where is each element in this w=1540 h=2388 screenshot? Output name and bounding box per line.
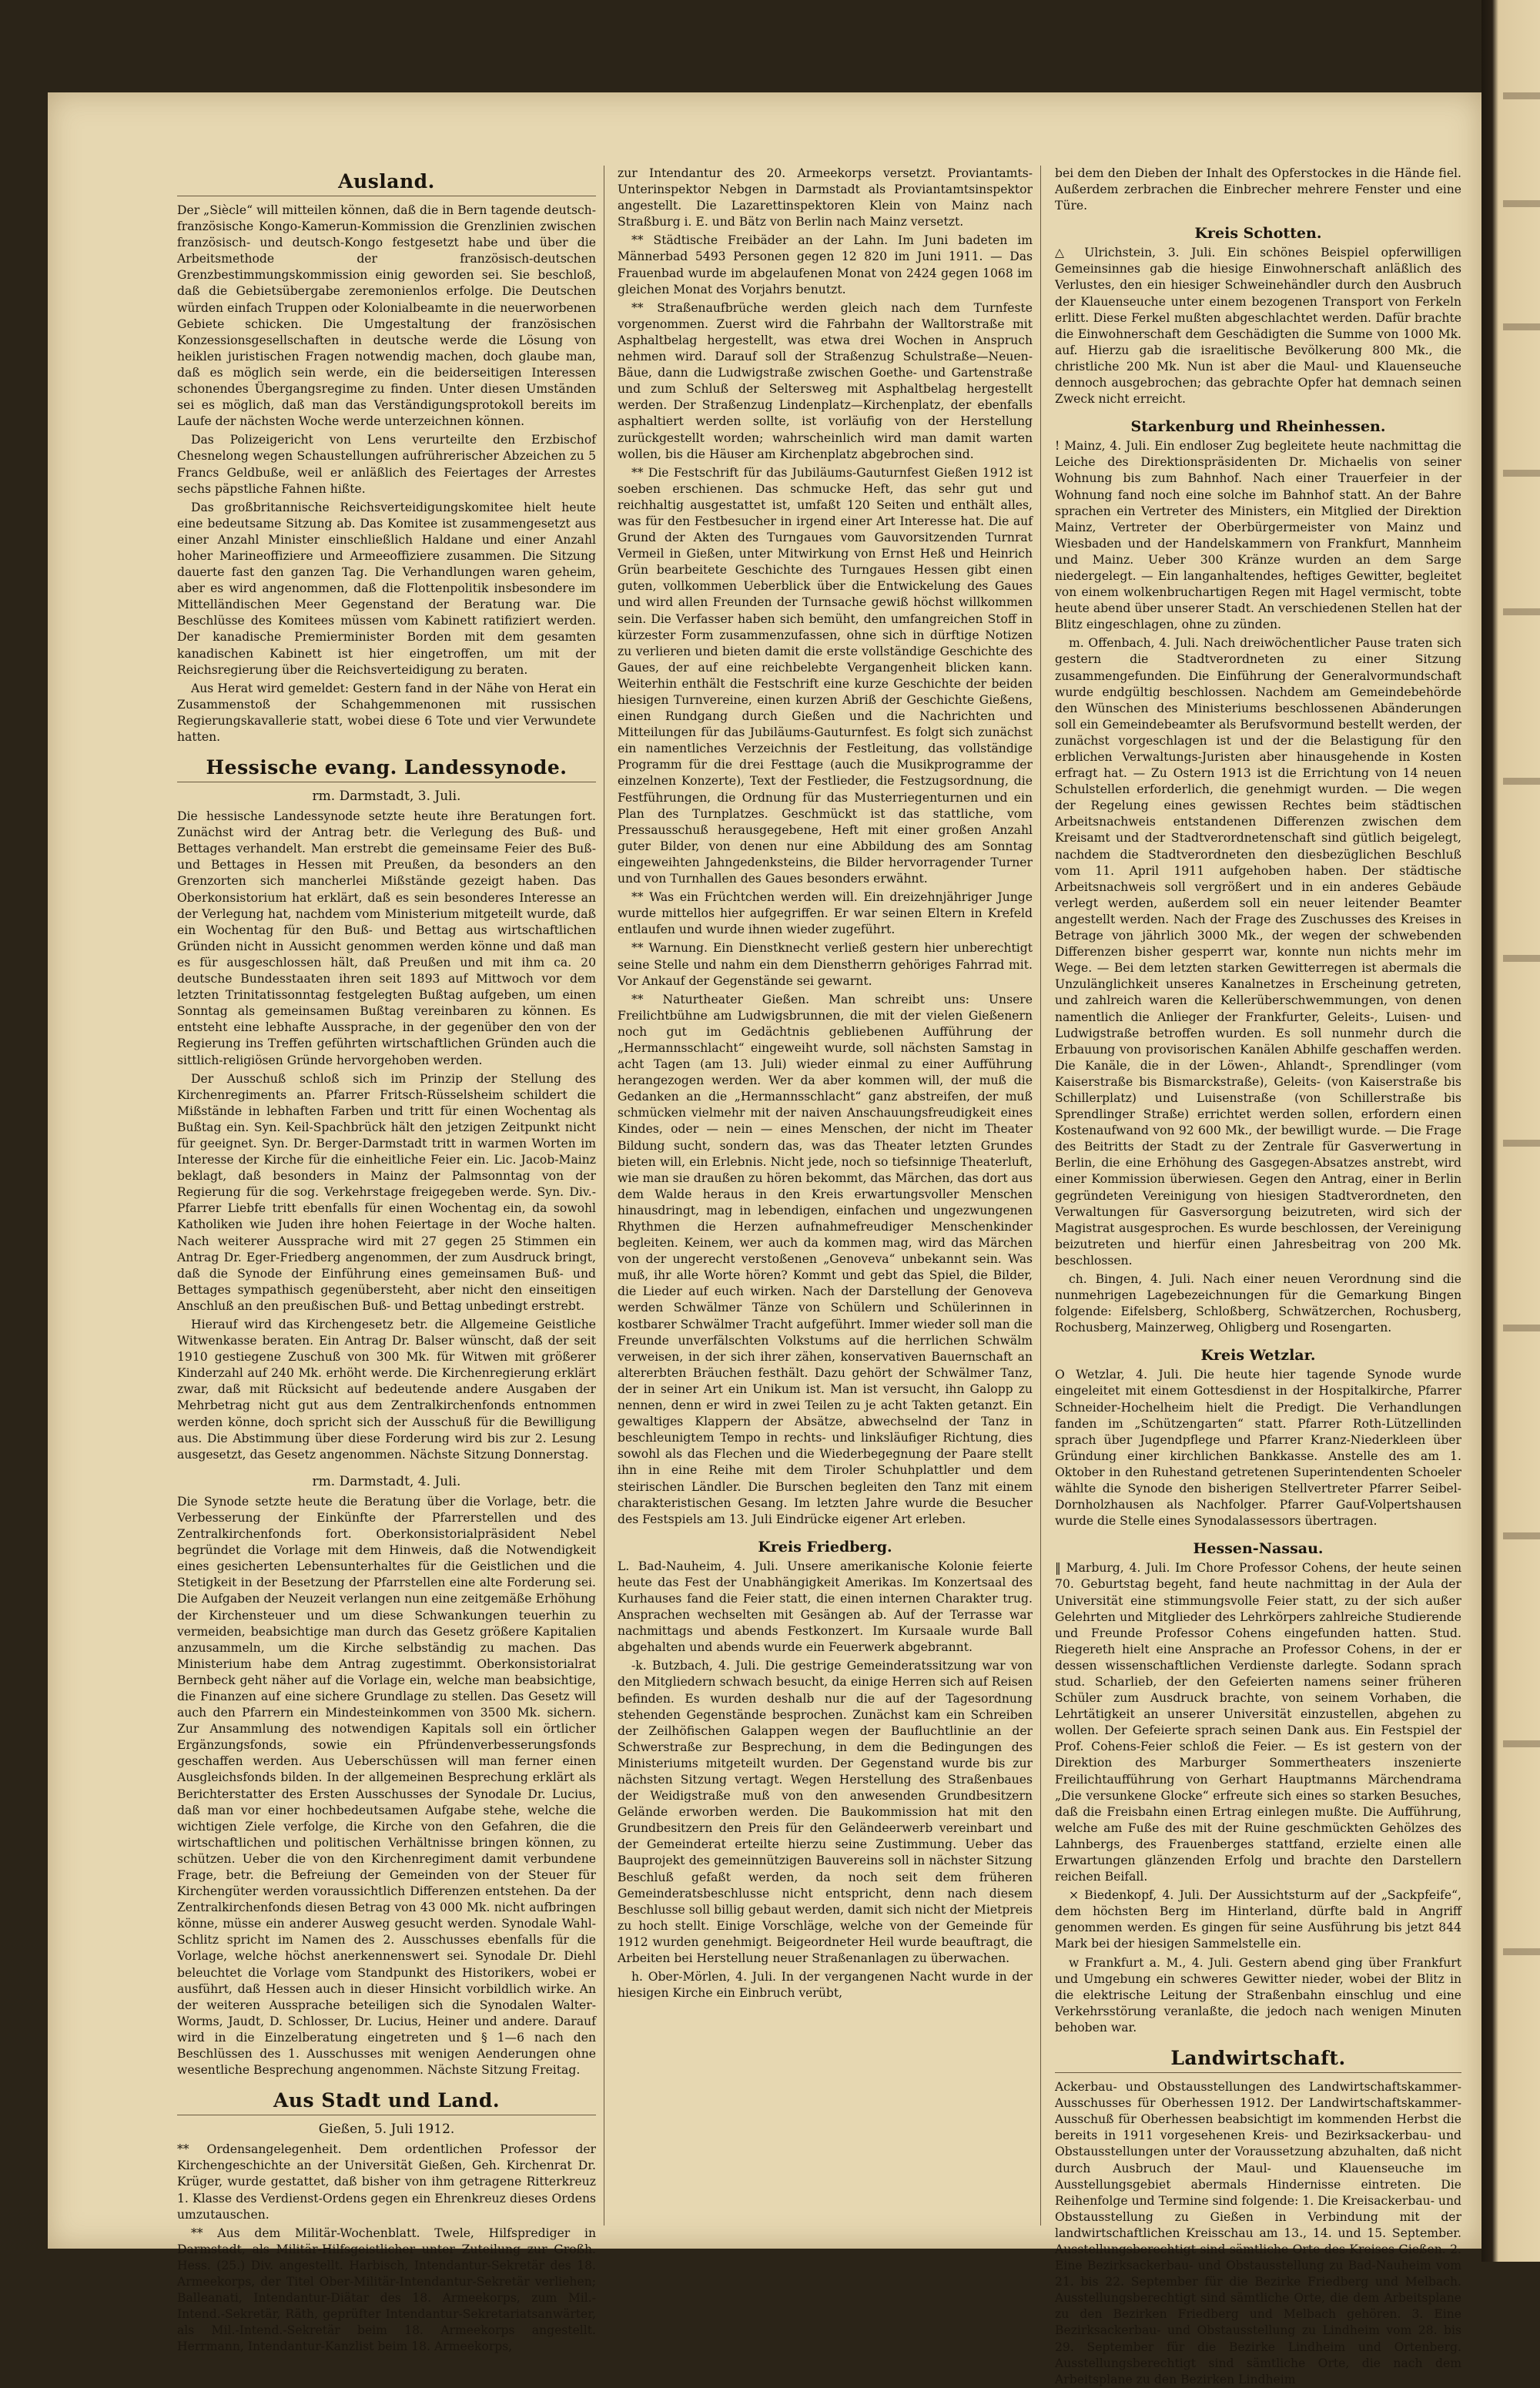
article-paragraph: bei dem den Dieben der Inhalt des Opferstockes in die Hände fiel. Außerdem zerbrachen die Einbrecher mehrere Fenster und eine Türe. (1055, 166, 1461, 213)
dateline: Gießen, 5. Juli 1912. (318, 2122, 455, 2138)
article-section (1055, 418, 1461, 1336)
article-paragraph: Der „Siècle“ will mitteilen können, daß die in Bern tagende deutsch-französische Kongo-Kamerun-Kommission die Grenzlinien zwischen französisch- und deutsch-Kongo festgesetzt habe und über die Arbeitsmethode der französisch-deutschen Grenzbestimmungskommission einig geworden sei. Sie beschloß, daß die Gebietsübergabe zeremonienlos erfolge. Die Deutschen würden einfach Truppen oder Kolonialbeamte in die neuerworbenen Gebiete schicken. Die Umgestaltung der französischen Konzessionsgesellschaften in deutsche werde die Lösung von heiklen juristischen Fragen notwendig machen, doch glaube man, daß es möglich sein werde, ein die beiderseitigen Interessen schonendes Übergangsregime zu finden. Unter diesen Umständen sei es möglich, daß man das Verständigungsprotokoll bereits im Laufe der nächsten Woche werde unterzeichnen können. (177, 203, 596, 429)
article-paragraph: × Biedenkopf, 4. Juli. Der Aussichtsturm auf der „Sackpfeife“, dem höchsten Berg im Hinterland, dürfte bald in Angriff genommen werden. Es gingen für seine Ausführung bis jetzt 844 Mark bei der hiesigen Sammelstelle ein. (1055, 1888, 1461, 1951)
column-middle (610, 166, 1041, 2226)
article-section (1055, 1540, 1461, 2036)
section-heading: Aus Stadt und Land. (177, 2089, 596, 2115)
article-paragraph: ** Was ein Früchtchen werden will. Ein dreizehnjähriger Junge wurde mittellos hier aufgegriffen. Er war seinen Eltern in Krefeld entlaufen und wurde ihnen wieder zugeführt. (618, 890, 1033, 937)
article-paragraph: Aus Herat wird gemeldet: Gestern fand in der Nähe von Herat ein Zusammenstoß der Schahgemmenonen mit russischen Regierungskavallerie statt, wobei diese 6 Tote und vier Verwundete hatten. (177, 681, 596, 744)
district-heading: Kreis Friedberg. (758, 1538, 892, 1556)
article-paragraph: ** Die Festschrift für das Jubiläums-Gauturnfest Gießen 1912 ist soeben erschienen. Das schmucke Heft, das sehr gut und reichhaltig ausgestattet ist, umfaßt 120 Seiten und enthält alles, was für den Festbesucher in irgend einer Art Interesse hat. Die auf Grund der Akten des Turngaues vom Gauvorsitzenden Turnrat Vermeil in Gießen, unter Mitwirkung von Ernst Heß und Heinrich Grün bearbeitete Geschichte des Turngaues Hessen gibt einen guten, vollkommen Ueberblick über die Entwickelung des Gaues und wird allen Freunden der Turnsache gewiß höchst willkommen sein. Die Verfasser haben sich bemüht, den umfangreichen Stoff in kürzester Form zusammenzufassen, ohne sich in dürftige Notizen zu verlieren und bieten damit die erste vollständige Geschichte des Gaues, der auf eine reichbelebte Vergangenheit blicken kann. Weiterhin enthält die Festschrift eine kurze Geschichte der beiden hiesigen Turnvereine, einen kurzen Abriß der Geschichte Gießens, einen Rundgang durch Gießen und die Nachrichten und Mitteilungen für das Jubiläums-Gauturnfest. Es folgt sich zunächst ein namentliches Verzeichnis der Festleitung, das vollständige Programm für die drei Festtage (auch die Musikprogramme der einzelnen Konzerte), Text der Festlieder, die Festzugsordnung, die Festführungen, die Ordnung für das Musterriegenturnen und ein Plan des Turnplatzes. Geschmückt ist das stattliche, vom Pressausschuß herausgegebene, Heft mit einer großen Anzahl guter Bilder, von denen nur eine Abbildung des am Sonntag eingeweihten Jahngedenksteins, die Bilder hervorragender Turner und von Turnhallen des Gaues besonders erwähnt. (618, 465, 1033, 886)
article-paragraph: Die Synode setzte heute die Beratung über die Vorlage, betr. die Verbesserung der Einkünfte der Pfarrerstellen und des Zentralkirchenfonds fort. Oberkonsistorialpräsident Nebel begründet die Vorlage mit dem Hinweis, daß die Notwendigkeit eines gesicherten Lebensunterhaltes für die Geistlichen und die Stetigkeit in der Besetzung der Pfarrstellen eine alte Forderung sei. Die Aufgaben der Neuzeit verlangen nun eine zeitgemäße Erhöhung der Kirchensteuer und um diese Schwankungen teuerhin zu vermeiden, beabsichtige man durch das Gesetz größere Kapitalien anzusammeln, um die Kirche selbständig zu machen. Das Ministerium habe dem Antrag zugestimmt. Oberkonsistorialrat Bernbeck geht näher auf die Vorlage ein, welche man beabsichtige, die Finanzen auf eine sichere Grundlage zu stellen. Das Gesetz will auch den Pfarrern ein Mindesteinkommen von 3500 Mk. sichern. Zur Ansammlung des notwendigen Kapitals soll ein örtlicher Ergänzungsfonds, sowie ein Pfründenverbesserungsfonds geschaffen werden. Aus Ueberschüssen will man ferner einen Ausgleichsfonds bilden. In der allgemeinen Besprechung erklärt als Berichterstatter des Ersten Ausschusses der Synodale Dr. Lucius, daß man vor einer hochbedeutsamen Aufgabe stehe, welche die wichtigen Ziele verfolge, die Kirche von den Gefahren, die die wirtschaftlichen und politischen Verhältnisse bringen können, zu schützen. Ueber die von den Kirchenregiment damit verbundene Frage, betr. die Befreiung der Gemeinden von der Steuer für Kirchengüter werden voraussichtlich Differenzen entstehen. Da der Zentralkirchenfonds diesen Betrag von 43 000 Mk. nicht aufbringen könne, müsse ein anderer Ausweg gesucht werden. Synodale Wahl-Schlitz spricht im Namen des 2. Ausschusses ebenfalls für die Vorlage, welche höchst anerkennenswert sei. Synodale Dr. Diehl beleuchtet die Vorlage vom Standpunkt des Historikers, wobei er ausführt, daß Hessen auch in dieser Hinsicht vorbildlich wirke. An der weiteren Aussprache beteiligen sich die Synodalen Walter-Worms, Jaudt, D. Schlosser, Dr. Lucius, Heiner und andere. Darauf wird in die Einzelberatung eingetreten und § 1—6 nach den Beschlüssen des 1. Ausschusses mit wenigen Aenderungen ohne wesentliche Besprechung angenommen. Nächste Sitzung Freitag. (177, 1494, 596, 2078)
district-heading: Starkenburg und Rheinhessen. (1130, 418, 1386, 436)
section-heading: Ausland. (177, 170, 596, 196)
article-paragraph: ** Warnung. Ein Dienstknecht verließ gestern hier unberechtigt seine Stelle und nahm ein dem Dienstherrn gehöriges Fahrrad mit. Vor Ankauf der Gegenstände sei gewarnt. (618, 941, 1033, 988)
section-heading: Hessische evang. Landessynode. (177, 756, 596, 782)
district-heading: Kreis Wetzlar. (1200, 1347, 1316, 1365)
article-section (618, 166, 1033, 1528)
article-paragraph: ** Aus dem Militär-Wochenblatt. Twele, Hilfsprediger in Darmstadt, als Militär-Hilfsgeistlicher unter Zuteilung zur Großh. Hess. (25.) Div. angestellt. Harbisch, Intendantur-Sekretär des 18. Armeekorps, der Titel Ober-Militär-Intendantur-Sekretär verliehen; Balleanati, Intendantur-Diätar des 18. Armeekorps, zum Mil.-Intend.-Sekretär, Räth, geprüfter Intendantur-Sekretariatsanwärter, als Mil.-Intend.-Sekretär beim 18. Armeekorps angestellt. Herrmann, Intendantur-Kanzlist beim 18. Armeekorps, (177, 2226, 596, 2354)
article-paragraph: m. Offenbach, 4. Juli. Nach dreiwöchentlicher Pause traten sich gestern die Stadtverordneten zu einer Sitzung zusammengefunden. Die Einführung der Generalvormundschaft wurde endgültig beschlossen. Nachdem am Gemeindebehörde den Wünschen des Ministeriums beschlossenen Abänderungen soll ein Gemeindebeamter als Berufsvormund bestellt werden, der zunächst vorgeschlagen ist und der die Belastigung für den erblichen Verwaltungs-Juristen aber hinausgehende in Kosten erfragt hat. — Zu Ostern 1913 ist die Errichtung von 14 neuen Schulstellen erforderlich, die genehmigt wurden. — Die wegen der Regelung eines gewissen Rechtes beim städtischen Arbeitsnachweis entstandenen Differenzen zwischen dem Kreisamt und der Stadtverordnetenschaft sind gütlich beigelegt, nachdem die Stadtverordneten den diesbezüglichen Beschluß vom 11. April 1911 aufgehoben haben. Der städtische Arbeitsnachweis soll vergrößert und in ein anderes Gebäude verlegt werden, außerdem soll ein neuer leitender Beamter angestellt werden. Nach der Frage des Zuschusses des Kreises in Betrage von jährlich 3000 Mk., der wegen der schwebenden Differenzen bisher gesperrt war, konnte nun nichts mehr im Wege. — Bei dem letzten starken Gewitterregen ist abermals die Unzulänglichkeit unseres Kanalnetzes in Erscheinung getreten, und zahlreich waren die Kellerüberschwemmungen, von denen namentlich die Anlieger der Frankfurter, Geleits-, Luisen- und Ludwigstraße betroffen wurden. Es soll nunmehr durch die Erbauung von provisorischen Kanälen Abhilfe geschaffen werden. Die Kanäle, die in der Löwen-, Ahlandt-, Sprendlinger (vom Kaiserstraße bis Bismarckstraße), Geleits- (von Kaiserstraße bis Schillerplatz) und Luisenstraße (von Schillerstraße bis Sprendlinger Straße) errichtet werden sollen, erfordern einen Kostenaufwand von 92 600 Mk., der bewilligt wurde. — Die Frage des Beitritts der Stadt zu der Zentrale für Gasverwertung in Berlin, die eine Erhöhung des Gasgegen-Absatzes anstrebt, wird einer Kommission überwiesen. Gegen den Antrag, einer in Berlin gegründeten Vereinigung von hiesigen Stadtverordneten, den Verwaltungen für Gasversorgung beizutreten, wird sich der Magistrat ausgesprochen. Es wurde beschlossen, der Vereinigung beizutreten und hierfür einen Jahresbeitrag von 200 Mk. beschlossen. (1055, 636, 1461, 1268)
article-paragraph: ! Mainz, 4. Juli. Ein endloser Zug begleitete heute nachmittag die Leiche des Direktionspräsidenten Dr. Michaelis von seiner Wohnung bis zum Bahnhof. Nach einer Trauerfeier in der Wohnung fand noch eine solche im Bahnhof statt. An der Bahre sprachen ein Vertreter des Ministers, ein Mitglied der Direktion Mainz, Vertreter der Oberbürgermeister von Mainz und Wiesbaden und der Handelskammern von Frankfurt, Mannheim und Mainz. Ueber 300 Kränze wurden an dem Sarge niedergelegt. — Ein langanhaltendes, heftiges Gewitter, begleitet von einem wolkenbruchartigen Regen mit Hagel vermischt, tobte heute abend über unserer Stadt. An verschiedenen Stellen hat der Blitz eingeschlagen, ohne zu zünden. (1055, 439, 1461, 632)
district-heading: Kreis Schotten. (1194, 225, 1322, 243)
article-paragraph: ‖ Marburg, 4. Juli. Im Chore Professor Cohens, der heute seinen 70. Geburtstag begeht, fand heute nachmittag in der Aula der Universität eine stimmungsvolle Feier statt, zu der sich außer Gelehrten und Mitglieder des Lehrkörpers zahlreiche Studierende und Freunde Professor Cohens eingefunden hatten. Stud. Riegereth hielt eine Ansprache an Professor Cohens, in der er dessen wissenschaftlichen Verdienste darlegte. Sodann sprach stud. Scharlieb, der den Gefeierten namens seiner früheren Schüler zum Ausdruck brachte, von seinem Vorhaben, die Lehrtätigkeit an unserer Universität einzustellen, abgehen zu wollen. Der Gefeierte sprach seinen Dank aus. Ein Festspiel der Prof. Cohens-Feier schloß die Feier. — Es ist gestern von der Direktion des Marburger Sommertheaters inszenierte Freilichtaufführung von Gerhart Hauptmanns Märchendrama „Die versunkene Glocke“ erfreute sich eines so starken Besuches, daß die Freisbahn einen Ertrag einlegen mußte. Die Aufführung, welche am Fuße des mit der Ruine geschmückten Gehölzes des Lahnbergs, des Frauenberges stattfand, erzielte einen alle Erwartungen glänzenden Erfolg und brachte den Darstellern reichen Beifall. (1055, 1561, 1461, 1884)
article-paragraph: Das Polizeigericht von Lens verurteilte den Erzbischof Chesnelong wegen Schaustellungen aufrührerischer Abzeichen zu 5 Francs Geldbuße, weil er anläßlich des Feiertages der Arrestes sechs päpstliche Fahnen hißte. (177, 433, 596, 496)
article-paragraph: Der Ausschuß schloß sich im Prinzip der Stellung des Kirchenregiments an. Pfarrer Fritsch-Rüsselsheim schildert die Mißstände in lebhaften Farben und tritt für einen Wochentag als Bußtag ein. Syn. Keil-Spachbrück hält den jetzigen Zeitpunkt nicht für geeignet. Syn. Dr. Berger-Darmstadt tritt in warmen Worten im Interesse der Kirche für die einheitliche Feier ein. Lic. Jacob-Mainz beklagt, daß besonders in Mainz der Palmsonntag von der Regierung für die sog. Verkehrstage freigegeben werde. Syn. Div.-Pfarrer Liebfe tritt ebenfalls für einen Wochentag ein, da sowohl Katholiken wie Juden ihre hohen Feiertage in der Woche halten. Nach weiterer Aussprache wird mit 27 gegen 25 Stimmen ein Antrag Dr. Eger-Friedberg angenommen, der zum Ausdruck bringt, daß die Synode der Einführung eines gemeinsamen Buß- und Bettages sympathisch gegenübersteht, aber nicht den einseitigen Anschluß an den preußischen Buß- und Bettag unbedingt erstrebt. (177, 1071, 596, 1313)
article-section (177, 2089, 596, 2355)
article-paragraph: ** Straßenaufbrüche werden gleich nach dem Turnfeste vorgenommen. Zuerst wird die Fahrbahn der Walltorstraße mit Asphaltbelag hergestellt, was etwa drei Wochen in Anspruch nehmen wird. Darauf soll der Straßenzug Schulstraße—Neuen-Bäue, dann die Ludwigstraße zwischen Goethe- und Gartenstraße und zum Schluß der Seltersweg mit Asphaltbelag hergestellt werden. Der Straßenzug Lindenplatz—Kirchenplatz, der ebenfalls asphaltiert werden sollte, ist vorläufig von der Herstellung zurückgestellt worden; wahrscheinlich wird man damit warten wollen, bis die Häuser am Kirchenplatz abgebrochen sind. (618, 300, 1033, 461)
article-section (177, 170, 596, 745)
article-paragraph: ** Naturtheater Gießen. Man schreibt uns: Unsere Freilichtbühne am Ludwigsbrunnen, die mit der vielen Gießenern noch gut im Gedächtnis gebliebenen Aufführung der „Hermannsschlacht“ eingeweiht wurde, soll nächsten Samstag in acht Tagen (am 13. Juli) wieder einmal zu einer Aufführung herangezogen werden. Wer da aber kommen will, der muß die Gedanken an die „Hermannsschlacht“ ganz abstreifen, der muß schmücken vielmehr mit der naiven Anschauungsfreudigkeit eines Kindes, oder — nein — eines Menschen, der nicht im Theater Bildung sucht, sondern das, was das Theater letzten Grundes bieten will, ein Erlebnis. Nicht jede, noch so tiefsinnige Theaterluft, wie man sie draußen zu hören bekommt, das Märchen, das dort aus dem Walde heraus in den Kreis erwartungsvoller Menschen hinausdringt, mag in lebendigen, einfachen und ungezwungenen Rhythmen die Herzen aufnahmefreudiger Menschenkinder begleiten. Keinem, wer auch da kommen mag, wird das Märchen von der ungerecht verstoßenen „Genoveva“ unbekannt sein. Was muß, ihr alle Worte hören? Kommt und gebt das Spiel, die Bilder, die Lieder auf euch wirken. Nach der Darstellung der Genoveva werden Schwälmer Tänze von Schülern und Schülerinnen in kostbarer Schwälmer Tracht aufgeführt. Immer wieder soll man die Freunde unverfälschten Volkstums auf die herrlichen Schwälm verweisen, in der sich ihrer zähen, konservativen Bauernschaft an altererbten Bräuchen festhält. Dazu gehört der Schwälmer Tanz, der in seiner Art ein Unikum ist. Man ist versucht, ihn Galopp zu nennen, denn er wird in zwei Teilen zu je acht Takten getanzt. Ein gewaltiges Klappern der Absätze, abwechselnd der Tanz in beschleunigtem Tempo in rechts- und linksläufiger Richtung, dies sowohl als das Flechen und die Wiederbegegnung der Paare stellt ihn in eine Reihe mit dem Tiroler Schuhplattler und dem steirischen Ländler. Die Burschen begleiten den Tanz mit einem charakteristischen Gesang. Im letzten Jahre wurde die Besucher des Festspiels am 13. Juli Eindrücke eigener Art erleben. (618, 992, 1033, 1526)
article-section (177, 756, 596, 1463)
article-paragraph: w Frankfurt a. M., 4. Juli. Gestern abend ging über Frankfurt und Umgebung ein schweres Gewitter nieder, wobei der Blitz in die elektrische Leitung der Straßenbahn einschlug und eine Verkehrsstörung veranlaßte, die jedoch nach wenigen Minuten behoben war. (1055, 1955, 1461, 2035)
article-paragraph: Hierauf wird das Kirchengesetz betr. die Allgemeine Geistliche Witwenkasse beraten. Ein Antrag Dr. Balser wünscht, daß der seit 1910 gestiegene Zuschuß von 300 Mk. für Witwen mit größerer Kinderzahl auf 240 Mk. erhöht werde. Die Kirchenregierung erklärt zwar, daß mit Rücksicht auf bedeutende andere Ausgaben der Mehrbetrag nicht gut aus dem Zentralkirchenfonds entnommen werden könne, doch spricht sich der Ausschuß für die Bewilligung aus. Die Abstimmung über diese Forderung wird bis zur 2. Lesung ausgesetzt, das Gesetz angenommen. Nächste Sitzung Donnerstag. (177, 1318, 596, 1462)
newspaper-page (48, 92, 1481, 2386)
article-section (1055, 225, 1461, 407)
article-paragraph: zur Intendantur des 20. Armeekorps versetzt. Proviantamts-Unterinspektor Nebgen in Darmstadt als Proviantamtsinspektor angestellt. Die Lazarettinspektoren Klein von Mainz nach Straßburg i. E. und Bätz von Berlin nach Mainz versetzt. (618, 166, 1033, 229)
article-paragraph: △ Ulrichstein, 3. Juli. Ein schönes Beispiel opferwilligen Gemeinsinnes gab die hiesige Einwohnerschaft anläßlich des Verlustes, den ein hiesiger Schweinehändler durch den Ausbruch der Klauenseuche unter einem bezogenen Transport von Ferkeln erlitt. Diese Ferkel mußten abgeschlachtet werden. Dafür brachte die Einwohnerschaft dem Geschädigten die Summe von 1000 Mk. auf. Hierzu gab die israelitische Bevölkerung 800 Mk., die christliche 200 Mk. Nun ist aber die Maul- und Klauenseuche dennoch ausgebrochen; das gebrachte Opfer hat demnach seinen Zweck nicht erreicht. (1055, 246, 1461, 407)
article-paragraph: h. Ober-Mörlen, 4. Juli. In der vergangenen Nacht wurde in der hiesigen Kirche ein Einbruch verübt, (618, 1970, 1033, 2001)
adjacent-page-edge (1481, 0, 1540, 2262)
section-heading: Landwirtschaft. (1055, 2047, 1461, 2073)
article-paragraph: Ackerbau- und Obstausstellungen des Landwirtschaftskammer-Ausschusses für Oberhessen 1912. Der Landwirtschaftskammer-Ausschuß für Oberhessen beabsichtigt im kommenden Herbst die bereits in 1911 vorgesehenen Kreis- und Bezirksackerbau- und Obstausstellungen unter der Voraussetzung abzuhalten, daß nicht durch Ausbruch der Maul- und Klauenseuche im Ausstellungsgebiet abermals Hindernisse eintreten. Die Reihenfolge und Termine sind folgende: 1. Die Kreisackerbau- und Obstausstellung zu Gießen in Verbindung mit der landwirtschaftlichen Kreisschau am 13., 14. und 15. September. Ausstellungsberechtigt sind sämtliche Orte des Kreises Gießen. 2. Eine Bezirksackerbau- und Obstausstellung zu Bad-Nauheim vom 21. bis 22. September für die Bezirke Friedberg und Melbach. Ausstellungsberechtigt sind sämtliche Orte, die dem Arbeitsplane zu den Bezirken Friedberg und Melbach gehören. 3. Eine Bezirksackerbau- und Obstausstellung zu Lindheim vom 28. bis 29. September für die Bezirke Lindheim und Ortenberg. Ausstellungsberechtigt sind sämtliche Orte, die nach dem Arbeitsplane zu den Bezirken Lindheim (1055, 2080, 1461, 2386)
article-paragraph: L. Bad-Nauheim, 4. Juli. Unsere amerikanische Kolonie feierte heute das Fest der Unabhängigkeit Amerikas. Im Konzertsaal des Kurhauses fand die Feier statt, die einen internen Charakter trug. Ansprachen wechselten mit Gesängen ab. Auf der Terrasse war nachmittags und abends Festkonzert. Im Kursaale wurde Ball abgehalten und abends wurde ein Feuerwerk abgebrannt. (618, 1559, 1033, 1655)
article-paragraph: O Wetzlar, 4. Juli. Die heute hier tagende Synode wurde eingeleitet mit einem Gottesdienst in der Hospitalkirche, Pfarrer Schneider-Hochelheim hielt die Predigt. Die Verhandlungen fanden im „Schützengarten“ statt. Pfarrer Roth-Lützellinden sprach über Jugendpflege und Pfarrer Kranz-Niederkleen über Gründung einer kirchlichen Bankkasse. Anstelle des am 1. Oktober in den Ruhestand getretenen Superintendenten Schoeler wählte die Synode den bisherigen Stellvertreter Pfarrer Seibel-Dornholzhausen als Nachfolger. Pfarrer Gauf-Volpertshausen wurde die Stelle eines Synodalassessors übertragen. (1055, 1368, 1461, 1529)
article-paragraph: ** Städtische Freibäder an der Lahn. Im Juni badeten im Männerbad 5493 Personen gegen 12 820 im Juni 1911. — Das Frauenbad wurde im abgelaufenen Monat von 2424 gegen 1068 im gleichen Monat des Vorjahrs benutzt. (618, 233, 1033, 296)
dateline: rm. Darmstadt, 4. Juli. (312, 1473, 461, 1489)
dateline: rm. Darmstadt, 3. Juli. (312, 789, 461, 805)
article-paragraph: Die hessische Landessynode setzte heute ihre Beratungen fort. Zunächst wird der Antrag betr. die Verlegung des Buß- und Bettages verhandelt. Man erstrebt die gemeinsame Feier des Buß- und Bettages in Hessen mit Preußen, da besonders an den Grenzorten sich mancherlei Mißstände gezeigt haben. Das Oberkonsistorium hat erklärt, daß es sein besonderes Interesse an der Verlegung hat, nachdem vom Ministerium mitgeteilt wurde, daß ein Wochentag für den Buß- und Bettag aus wirtschaftlichen Gründen nicht in Aussicht genommen werden könne und daß man es für ausgeschlossen hält, daß Preußen und mit ihm ca. 20 deutsche Bundesstaaten ihren seit 1893 auf Mittwoch vor dem letzten Trinitatissonntag festgelegten Bußtag aufgeben, um einen Sonntag als gemeinsamen Bußtag vereinbaren zu können. Es entsteht eine lebhafte Aussprache, in der gegenüber den von der Regierung ins Treffen geführten wirtschaftlichen Gründen auch die sittlich-religiösen Gründe hervorgehoben werden. (177, 809, 596, 1067)
article-section (1055, 1347, 1461, 1529)
article-paragraph: -k. Butzbach, 4. Juli. Die gestrige Gemeinderatssitzung war von den Mitgliedern schwach besucht, da einige Herren sich auf Reisen befinden. Es wurden deshalb nur die auf der Tagesordnung stehenden Gegenstände besprochen. Zunächst kam ein Schreiben der Zeilhöfischen Galappen wegen der Baufluchtlinie an der Schwerstraße zur Besprechung, in dem die Bedingungen des Ministeriums mitgeteilt wurden. Der Gegenstand wurde bis zur nächsten Sitzung vertagt. Wegen Herstellung des Straßenbaues der Weidigstraße muß von den anwesenden Grundbesitzern Gelände erworben werden. Die Baukommission hat mit den Grundbesitzern den Preis für den Geländeerwerb vereinbart und der Gemeinderat erteilte hierzu seine Zustimmung. Ueber das Bauprojekt des gemeinnützigen Bauvereins soll in nächster Sitzung Beschluß gefaßt werden, da noch seit dem früheren Gemeinderatsbeschlusse nicht entspricht, denn nach diesem Beschlusse soll billig gebaut werden, damit sich nicht der Mietpreis zu hoch stellt. Einige Vorschläge, welche von der Gemeinde für 1912 wurden genehmigt. Beigeordneter Heil wurde beauftragt, die Arbeiten bei Herstellung neuer Straßenanlagen zu überwachen. (618, 1659, 1033, 1966)
article-section (618, 1539, 1033, 2002)
district-heading: Hessen-Nassau. (1193, 1540, 1324, 1558)
column-right (1047, 166, 1469, 2386)
column-left (169, 166, 604, 2354)
article-section (177, 1474, 596, 2078)
article-section (1055, 166, 1461, 214)
article-paragraph: ** Ordensangelegenheit. Dem ordentlichen Professor der Kirchengeschichte an der Universität Gießen, Geh. Kirchenrat Dr. Krüger, wurde gestattet, daß bisher von ihm getragene Ritterkreuz 1. Klasse des Verdienst-Ordens gegen ein Ehrenkreuz dieses Ordens umzutauschen. (177, 2142, 596, 2222)
article-section (1055, 2047, 1461, 2388)
article-paragraph: ch. Bingen, 4. Juli. Nach einer neuen Verordnung sind die nunmehrigen Lagebezeichnungen für die Gemarkung Bingen folgende: Eifelsberg, Schloßberg, Schwätzerchen, Rochusberg, Rochusberg, Mainzerweg, Ohligberg und Rosengarten. (1055, 1272, 1461, 1335)
article-paragraph: Das großbritannische Reichsverteidigungskomitee hielt heute eine bedeutsame Sitzung ab. Das Komitee ist zusammengesetzt aus einer Anzahl Minister einschließlich Haldane und einer Anzahl hoher Marineoffiziere und Armeeoffiziere zusammen. Die Sitzung dauerte fast den ganzen Tag. Die Verhandlungen waren geheim, aber es wird angenommen, daß die Flottenpolitik insbesondere im Mittelländischen Meer Gegenstand der Beratung war. Die Beschlüsse des Komitees müssen vom Kabinett ratifiziert werden. Der kanadische Premierminister Borden mit dem gesamten kanadischen Kabinett ist hier eingetroffen, um mit der Reichsregierung über die Reichsverteidigung zu beraten. (177, 500, 596, 677)
